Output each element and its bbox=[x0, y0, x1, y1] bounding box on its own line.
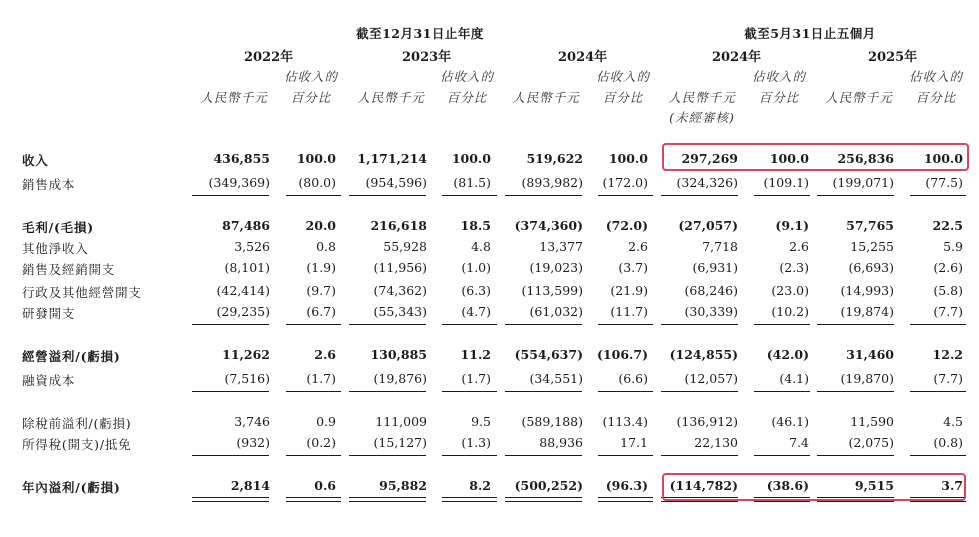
col-pct-2022-line2: 百分比 bbox=[290, 90, 332, 105]
total-double-underline bbox=[349, 497, 426, 502]
cell-pct-2022: 20.0 bbox=[305, 218, 336, 233]
cell-amount-2024: (589,188) bbox=[521, 414, 583, 429]
cell-amount-2023: 95,882 bbox=[379, 478, 427, 493]
col-pct-2024-5m-line1: 佔收入的 bbox=[751, 69, 806, 84]
cell-amount-2025-5m: 57,765 bbox=[846, 218, 894, 233]
subtotal-underline bbox=[349, 195, 426, 196]
cell-pct-2022: (1.7) bbox=[306, 371, 336, 386]
cell-amount-2024: 88,936 bbox=[539, 435, 583, 450]
subtotal-underline bbox=[192, 455, 269, 456]
cell-pct-2024: 100.0 bbox=[608, 151, 648, 166]
revenue-highlight-box bbox=[662, 143, 969, 171]
cell-amount-2023: (15,127) bbox=[373, 435, 427, 450]
cell-amount-2025-5m: 11,590 bbox=[850, 414, 894, 429]
cell-pct-2022: (6.7) bbox=[306, 304, 336, 319]
cell-pct-2023: 11.2 bbox=[460, 347, 491, 362]
cell-amount-2023: 216,618 bbox=[370, 218, 427, 233]
col-pct-2023-line1: 佔收入的 bbox=[439, 69, 494, 84]
cell-amount-2025-5m: 256,836 bbox=[837, 151, 894, 166]
row-label: 所得稅(開支)/抵免 bbox=[22, 437, 132, 452]
cell-pct-2024: (6.6) bbox=[618, 371, 648, 386]
subtotal-underline bbox=[286, 195, 341, 196]
cell-amount-2025-5m: (14,993) bbox=[840, 283, 894, 298]
cell-pct-2024-5m: (4.1) bbox=[779, 371, 809, 386]
subtotal-underline bbox=[754, 455, 810, 456]
year-header-2022: 2022年 bbox=[244, 50, 294, 65]
subtotal-underline bbox=[817, 455, 894, 456]
total-double-underline bbox=[192, 497, 269, 502]
col-amount-2025-5m: 人民幣千元 bbox=[825, 90, 893, 105]
cell-pct-2025-5m: 12.2 bbox=[932, 347, 963, 362]
profit-highlight-box bbox=[662, 473, 966, 501]
cell-amount-2025-5m: (19,870) bbox=[840, 371, 894, 386]
row-label: 收入 bbox=[22, 153, 49, 168]
subtotal-underline bbox=[910, 455, 966, 456]
subtotal-underline bbox=[442, 455, 497, 456]
cell-amount-2024-5m: (12,057) bbox=[684, 371, 738, 386]
subtotal-underline bbox=[286, 455, 341, 456]
cell-pct-2023: (6.3) bbox=[461, 283, 491, 298]
cell-pct-2023: 100.0 bbox=[451, 151, 491, 166]
cell-amount-2022: 3,526 bbox=[234, 239, 270, 254]
cell-amount-2024-5m: (68,246) bbox=[684, 283, 738, 298]
cell-amount-2024: (61,032) bbox=[529, 304, 583, 319]
cell-amount-2022: 2,814 bbox=[230, 478, 270, 493]
cell-pct-2024-5m: (9.1) bbox=[775, 218, 809, 233]
subtotal-underline bbox=[192, 324, 269, 325]
total-double-underline bbox=[286, 497, 341, 502]
cell-amount-2024-5m: (324,326) bbox=[676, 175, 738, 190]
cell-pct-2025-5m: (7.7) bbox=[933, 304, 963, 319]
cell-pct-2023: (81.5) bbox=[453, 175, 491, 190]
cell-amount-2024: (34,551) bbox=[529, 371, 583, 386]
subtotal-underline bbox=[505, 324, 582, 325]
cell-pct-2022: (80.0) bbox=[298, 175, 336, 190]
cell-pct-2025-5m: 4.5 bbox=[943, 414, 963, 429]
year-header-2024-5m: 2024年 bbox=[712, 50, 762, 65]
cell-amount-2025-5m: (199,071) bbox=[832, 175, 894, 190]
cell-amount-2025-5m: (6,693) bbox=[848, 260, 894, 275]
cell-amount-2022: (349,369) bbox=[208, 175, 270, 190]
group-header-full-year: 截至12月31日止年度 bbox=[356, 26, 484, 41]
subtotal-underline bbox=[817, 324, 894, 325]
cell-pct-2025-5m: (5.8) bbox=[933, 283, 963, 298]
year-header-2025-5m: 2025年 bbox=[868, 50, 918, 65]
col-amount-2022: 人民幣千元 bbox=[200, 90, 268, 105]
cell-amount-2024: (113,599) bbox=[521, 283, 583, 298]
row-label: 行政及其他經營開支 bbox=[22, 285, 142, 300]
cell-pct-2023: 8.2 bbox=[469, 478, 491, 493]
cell-amount-2023: (954,596) bbox=[365, 175, 427, 190]
cell-pct-2024-5m: 7.4 bbox=[789, 435, 809, 450]
subtotal-underline bbox=[505, 195, 582, 196]
cell-amount-2022: 3,746 bbox=[234, 414, 270, 429]
cell-pct-2022: (0.2) bbox=[306, 435, 336, 450]
subtotal-underline bbox=[754, 391, 810, 392]
cell-pct-2023: (1.7) bbox=[461, 371, 491, 386]
cell-pct-2024: 17.1 bbox=[620, 435, 648, 450]
row-label: 毛利/(毛損) bbox=[22, 220, 94, 235]
cell-pct-2024-5m: (46.1) bbox=[771, 414, 809, 429]
cell-amount-2024: (374,360) bbox=[514, 218, 583, 233]
cell-pct-2024: (72.0) bbox=[605, 218, 648, 233]
total-double-underline bbox=[505, 497, 582, 502]
cell-amount-2024-5m: 297,269 bbox=[681, 151, 738, 166]
col-pct-2024-5m-line2: 百分比 bbox=[758, 90, 800, 105]
cell-amount-2025-5m: 15,255 bbox=[850, 239, 894, 254]
cell-pct-2024-5m: (23.0) bbox=[771, 283, 809, 298]
cell-amount-2023: (11,956) bbox=[373, 260, 427, 275]
cell-amount-2025-5m: (19,874) bbox=[840, 304, 894, 319]
cell-pct-2024: (113.4) bbox=[602, 414, 648, 429]
cell-amount-2022: 87,486 bbox=[222, 218, 270, 233]
subtotal-underline bbox=[910, 324, 966, 325]
cell-amount-2022: (29,235) bbox=[216, 304, 270, 319]
subtotal-underline bbox=[598, 324, 653, 325]
cell-amount-2022: 436,855 bbox=[213, 151, 270, 166]
subtotal-underline bbox=[598, 391, 653, 392]
subtotal-underline bbox=[754, 195, 810, 196]
row-label: 融資成本 bbox=[22, 373, 76, 388]
cell-pct-2024-5m: 100.0 bbox=[769, 151, 809, 166]
cell-amount-2024-5m: (136,912) bbox=[676, 414, 738, 429]
cell-amount-2022: (932) bbox=[236, 435, 270, 450]
cell-pct-2023: 18.5 bbox=[460, 218, 491, 233]
cell-amount-2025-5m: 31,460 bbox=[846, 347, 894, 362]
row-label: 年內溢利/(虧損) bbox=[22, 480, 121, 495]
cell-pct-2022: 0.6 bbox=[314, 478, 336, 493]
cell-pct-2025-5m: (7.7) bbox=[933, 371, 963, 386]
subtotal-underline bbox=[661, 455, 738, 456]
cell-amount-2024-5m: (27,057) bbox=[678, 218, 738, 233]
cell-pct-2022: 2.6 bbox=[314, 347, 336, 362]
cell-pct-2024-5m: (109.1) bbox=[763, 175, 809, 190]
cell-pct-2025-5m: (2.6) bbox=[933, 260, 963, 275]
cell-pct-2022: (9.7) bbox=[306, 283, 336, 298]
year-header-2023: 2023年 bbox=[402, 50, 452, 65]
cell-amount-2023: (55,343) bbox=[373, 304, 427, 319]
subtotal-underline bbox=[349, 455, 426, 456]
cell-amount-2025-5m: 9,515 bbox=[854, 478, 894, 493]
cell-pct-2025-5m: 100.0 bbox=[923, 151, 963, 166]
cell-amount-2024-5m: 22,130 bbox=[694, 435, 738, 450]
col-amount-2024: 人民幣千元 bbox=[512, 90, 580, 105]
cell-pct-2025-5m: 5.9 bbox=[943, 239, 963, 254]
cell-amount-2025-5m: (2,075) bbox=[848, 435, 894, 450]
cell-pct-2024: (172.0) bbox=[602, 175, 648, 190]
cell-amount-2024: 13,377 bbox=[539, 239, 583, 254]
cell-amount-2024: (500,252) bbox=[514, 478, 583, 493]
subtotal-underline bbox=[598, 195, 653, 196]
col-pct-2023-line2: 百分比 bbox=[446, 90, 488, 105]
subtotal-underline bbox=[661, 391, 738, 392]
cell-amount-2022: (8,101) bbox=[224, 260, 270, 275]
cell-pct-2024-5m: (42.0) bbox=[766, 347, 809, 362]
cell-amount-2024: (554,637) bbox=[514, 347, 583, 362]
cell-amount-2023: 1,171,214 bbox=[357, 151, 427, 166]
cell-pct-2024: 2.6 bbox=[628, 239, 648, 254]
cell-pct-2024-5m: 2.6 bbox=[789, 239, 809, 254]
cell-pct-2023: (1.3) bbox=[461, 435, 491, 450]
cell-pct-2022: 0.8 bbox=[316, 239, 336, 254]
subtotal-underline bbox=[505, 455, 582, 456]
subtotal-underline bbox=[910, 195, 966, 196]
subtotal-underline bbox=[754, 324, 810, 325]
col-pct-2025-5m-line1: 佔收入的 bbox=[908, 69, 963, 84]
subtotal-underline bbox=[661, 324, 738, 325]
cell-amount-2022: 11,262 bbox=[222, 347, 270, 362]
year-header-2024: 2024年 bbox=[558, 50, 608, 65]
subtotal-underline bbox=[598, 455, 653, 456]
cell-pct-2024: (96.3) bbox=[605, 478, 648, 493]
subtotal-underline bbox=[286, 324, 341, 325]
cell-pct-2022: (1.9) bbox=[306, 260, 336, 275]
cell-amount-2022: (42,414) bbox=[216, 283, 270, 298]
subtotal-underline bbox=[817, 195, 894, 196]
cell-amount-2024: 519,622 bbox=[526, 151, 583, 166]
cell-pct-2025-5m: (0.8) bbox=[933, 435, 963, 450]
cell-amount-2023: 55,928 bbox=[383, 239, 427, 254]
cell-amount-2024: (893,982) bbox=[521, 175, 583, 190]
cell-amount-2024-5m: 7,718 bbox=[702, 239, 738, 254]
cell-pct-2024-5m: (10.2) bbox=[771, 304, 809, 319]
subtotal-underline bbox=[817, 391, 894, 392]
cell-pct-2024: (21.9) bbox=[610, 283, 648, 298]
subtotal-underline bbox=[505, 391, 582, 392]
unaudited-note: (未經審核) bbox=[669, 110, 735, 125]
cell-amount-2024-5m: (6,931) bbox=[692, 260, 738, 275]
subtotal-underline bbox=[349, 324, 426, 325]
row-label: 銷售及經銷開支 bbox=[22, 262, 116, 277]
col-pct-2022-line1: 佔收入的 bbox=[283, 69, 338, 84]
row-label: 除稅前溢利/(虧損) bbox=[22, 416, 132, 431]
col-pct-2024-line1: 佔收入的 bbox=[595, 69, 650, 84]
col-amount-2023: 人民幣千元 bbox=[357, 90, 425, 105]
row-label: 其他淨收入 bbox=[22, 241, 89, 256]
cell-pct-2024-5m: (38.6) bbox=[766, 478, 809, 493]
col-amount-2024-5m: 人民幣千元 bbox=[668, 90, 736, 105]
cell-pct-2023: 4.8 bbox=[471, 239, 491, 254]
col-pct-2025-5m-line2: 百分比 bbox=[915, 90, 957, 105]
cell-amount-2023: (74,362) bbox=[373, 283, 427, 298]
cell-amount-2023: (19,876) bbox=[373, 371, 427, 386]
cell-pct-2025-5m: 22.5 bbox=[932, 218, 963, 233]
col-pct-2024-line2: 百分比 bbox=[602, 90, 644, 105]
cell-pct-2023: (4.7) bbox=[461, 304, 491, 319]
subtotal-underline bbox=[192, 391, 269, 392]
subtotal-underline bbox=[349, 391, 426, 392]
subtotal-underline bbox=[910, 391, 966, 392]
cell-amount-2023: 130,885 bbox=[370, 347, 427, 362]
total-double-underline bbox=[598, 497, 653, 502]
subtotal-underline bbox=[192, 195, 269, 196]
cell-pct-2024: (3.7) bbox=[618, 260, 648, 275]
cell-amount-2022: (7,516) bbox=[224, 371, 270, 386]
cell-pct-2024-5m: (2.3) bbox=[779, 260, 809, 275]
cell-pct-2024: (11.7) bbox=[610, 304, 648, 319]
cell-amount-2024: (19,023) bbox=[529, 260, 583, 275]
cell-pct-2023: 9.5 bbox=[471, 414, 491, 429]
cell-pct-2023: (1.0) bbox=[461, 260, 491, 275]
cell-pct-2022: 100.0 bbox=[296, 151, 336, 166]
cell-pct-2024: (106.7) bbox=[597, 347, 648, 362]
row-label: 銷售成本 bbox=[22, 177, 76, 192]
subtotal-underline bbox=[286, 391, 341, 392]
subtotal-underline bbox=[442, 391, 497, 392]
group-header-five-months: 截至5月31日止五個月 bbox=[744, 26, 876, 41]
total-double-underline bbox=[442, 497, 497, 502]
subtotal-underline bbox=[442, 324, 497, 325]
cell-amount-2024-5m: (124,855) bbox=[669, 347, 738, 362]
subtotal-underline bbox=[442, 195, 497, 196]
subtotal-underline bbox=[661, 195, 738, 196]
row-label: 研發開支 bbox=[22, 306, 76, 321]
cell-pct-2025-5m: (77.5) bbox=[925, 175, 963, 190]
row-label: 經營溢利/(虧損) bbox=[22, 349, 121, 364]
cell-pct-2025-5m: 3.7 bbox=[941, 478, 963, 493]
cell-pct-2022: 0.9 bbox=[316, 414, 336, 429]
cell-amount-2023: 111,009 bbox=[375, 414, 427, 429]
cell-amount-2024-5m: (114,782) bbox=[669, 478, 738, 493]
cell-amount-2024-5m: (30,339) bbox=[684, 304, 738, 319]
